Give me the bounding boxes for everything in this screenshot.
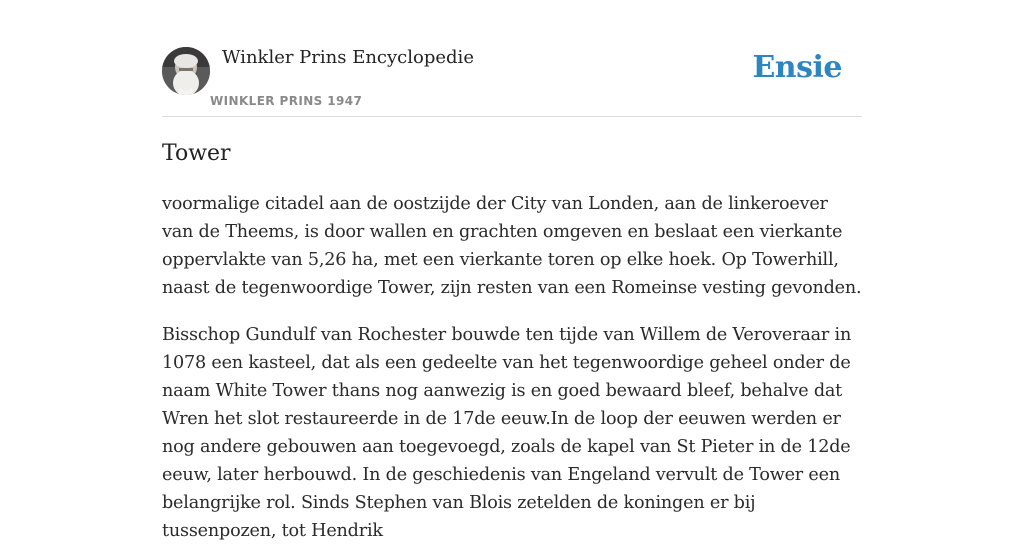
source-title[interactable]: Winkler Prins Encyclopedie (222, 47, 474, 68)
article-title: Tower (162, 141, 231, 166)
article-paragraph: Bisschop Gundulf van Rochester bouwde ten tijde van Willem de Veroveraar in 1078 een kasteel, dat als een gedeelte van het tegenwoordige geheel onder de naam White Tower thans nog aanwezig is en goed bewaard bleef, behalve dat Wren het slot restaureerde in de 17de eeuw.In de loop der eeuwen werden er nog andere gebouwen aan toegevoegd, zoals de kapel van St Pieter in de 12de eeuw, later herbouwd. In de geschiedenis van Engeland vervult de Tower een belangrijke rol. Sinds Stephen van Blois zetelden de koningen er bij tussenpozen, tot Hendrik (162, 325, 852, 541)
brand-logo[interactable]: Ensie (752, 50, 842, 85)
article-paragraph: voormalige citadel aan de oostzijde der City van Londen, aan de linkeroever van de Theems, is door wallen en grachten omgeven en beslaat een vierkante oppervlakte van 5,26 ha, met een vierkante toren op elke hoek. Op Towerhill, naast de tegenwoordige Tower, zijn resten van een Romeinse vesting gevonden. (162, 194, 862, 298)
page (162, 0, 862, 545)
source-subtitle: WINKLER PRINS 1947 (210, 94, 363, 108)
source-header (162, 0, 862, 117)
author-avatar[interactable] (162, 47, 210, 95)
portrait-bearded-man-icon (162, 47, 210, 95)
